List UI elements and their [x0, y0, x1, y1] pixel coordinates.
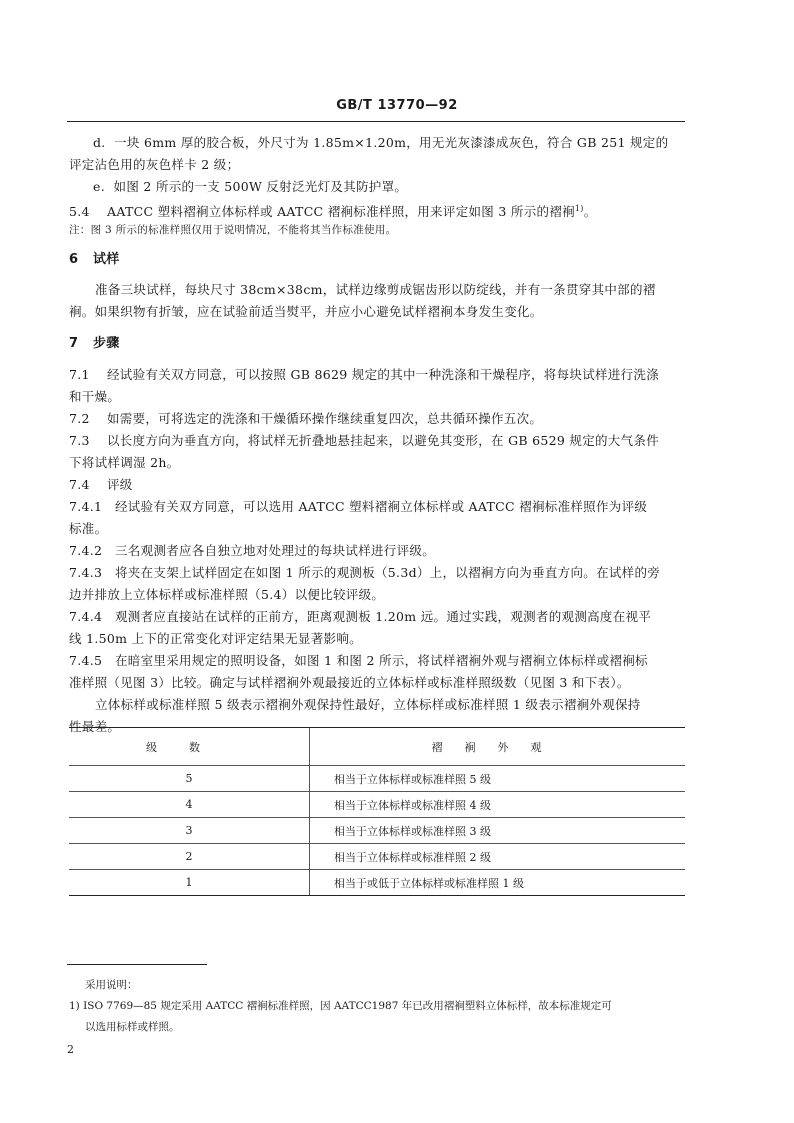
table-header-grade: 级数	[69, 728, 310, 765]
section-7-number: 7	[69, 336, 79, 351]
footnote-line-2: 以选用标样或样照。	[85, 1021, 180, 1033]
clause-7-4-4-text: 观测者应直接站在试样的正前方，距离观测板 1.20m 远。通过实践，观测者的观测高度在视平	[115, 609, 652, 624]
table-row	[69, 869, 685, 895]
clause-7-4-4-cont: 线 1.50m 上下的正常变化对评定结果无显著影响。	[69, 631, 362, 646]
clause-7-4-number: 7.4	[69, 477, 90, 492]
grade-paragraph-cont: 性最差。	[69, 719, 121, 734]
clause-7-4-1-text: 经试验有关双方同意，可以选用 AATCC 塑料褶裥立体标样或 AATCC 褶裥标准样照作为评级	[115, 499, 648, 514]
table-row	[69, 765, 685, 791]
table-cell-desc: 相当于立体标样或标准样照 4 级	[334, 798, 491, 812]
clause-7-4-5-cont: 准样照（见图 3）比较。确定与试样褶裥外观最接近的立体标样或标准样照级数（见图 3 和下表）。	[69, 675, 630, 690]
clause-5-4-end: 。	[583, 204, 597, 220]
section-6-title: 试样	[93, 252, 120, 267]
table-row	[69, 817, 685, 843]
clause-7-4-3-text: 将夹在支架上试样固定在如图 1 所示的观测板（5.3d）上，以褶裥方向为垂直方向。在试样的旁	[115, 565, 661, 580]
note: 注：图 3 所示的标准样照仅用于说明情况，不能将其当作标准使用。	[69, 224, 397, 236]
clause-7-2	[69, 408, 685, 430]
section-7-heading	[69, 333, 685, 355]
clause-7-4-2-number: 7.4.2	[69, 543, 103, 558]
item-e	[69, 176, 685, 198]
clause-7-1-number: 7.1	[69, 367, 90, 382]
clause-7-4-3	[69, 562, 685, 584]
table-cell-grade: 2	[69, 844, 310, 869]
table-row	[69, 791, 685, 817]
clause-5-4-number: 5.4	[69, 204, 90, 220]
clause-7-4-5-text: 在暗室里采用规定的照明设备，如图 1 和图 2 所示，将试样褶裥外观与褶裥立体标样或褶裥标	[115, 653, 648, 668]
table-cell-desc: 相当于立体标样或标准样照 5 级	[334, 772, 491, 786]
page-number: 2	[67, 1043, 74, 1056]
footnote-rule	[67, 964, 207, 965]
clause-7-4-1-cont: 标准。	[69, 521, 108, 536]
header-rule	[67, 121, 685, 122]
table-cell-grade: 4	[69, 792, 310, 817]
clause-7-4-1	[69, 496, 685, 518]
clause-7-4-text: 评级	[107, 477, 133, 492]
table-row	[69, 843, 685, 869]
section-6-heading	[69, 249, 685, 271]
clause-7-3-number: 7.3	[69, 433, 90, 448]
table-cell-grade: 3	[69, 818, 310, 843]
clause-7-4-4	[69, 606, 685, 628]
grade-table	[69, 727, 685, 896]
item-d-text: 一块 6mm 厚的胶合板，外尺寸为 1.85m×1.20m，用无光灰漆漆成灰色，符合 GB 251 规定的	[114, 135, 669, 150]
document-header: GB/T 13770—92	[336, 98, 458, 113]
item-e-mark: e.	[93, 179, 105, 194]
section-6-number: 6	[69, 252, 79, 267]
clause-7-3	[69, 430, 685, 452]
clause-7-3-text: 以长度方向为垂直方向，将试样无折叠地悬挂起来，以避免其变形，在 GB 6529 规定的大气条件	[107, 433, 660, 448]
clause-7-3-cont: 下将试样调湿 2h。	[69, 455, 180, 470]
clause-7-1-cont: 和干燥。	[69, 389, 121, 404]
table-header-appearance: 褶裥外观	[431, 740, 564, 754]
clause-7-4-2-text: 三名观测者应各自独立地对处理过的每块试样进行评级。	[115, 543, 436, 558]
clause-5-4-text: AATCC 塑料褶裥立体标样或 AATCC 褶裥标准样照，用来评定如图 3 所示的褶裥	[107, 204, 575, 220]
clause-7-1	[69, 364, 685, 386]
clause-7-1-text: 经试验有关双方同意，可以按照 GB 8629 规定的其中一种洗涤和干燥程序，将每块试样进行洗涤	[107, 367, 660, 382]
item-e-text: 如图 2 所示的一支 500W 反射泛光灯及其防护罩。	[113, 179, 408, 194]
clause-7-4-1-number: 7.4.1	[69, 499, 103, 514]
section-6-text: 准备三块试样，每块尺寸 38cm×38cm，试样边缘剪成锯齿形以防绽线，并有一条贯穿其中部的褶	[95, 282, 656, 297]
clause-7-4-4-number: 7.4.4	[69, 609, 103, 624]
section-7-title: 步骤	[93, 336, 120, 351]
clause-7-4-3-cont: 边并排放上立体标样或标准样照（5.4）以便比较评级。	[69, 587, 385, 602]
section-6-text-cont: 裥。如果织物有折皱，应在试验前适当熨平，并应小心避免试样褶裥本身发生变化。	[69, 304, 543, 319]
clause-7-2-number: 7.2	[69, 411, 90, 426]
footnote-title: 采用说明：	[85, 979, 138, 991]
table-cell-desc: 相当于立体标样或标准样照 2 级	[334, 850, 491, 864]
clause-7-2-text: 如需要，可将选定的洗涤和干燥循环操作继续重复四次，总共循环操作五次。	[107, 411, 543, 426]
clause-7-4-2	[69, 540, 685, 562]
item-d-mark: d.	[93, 135, 106, 150]
item-d	[69, 132, 685, 154]
item-d-cont: 评定沾色用的灰色样卡 2 级；	[69, 157, 240, 172]
clause-7-4	[69, 474, 685, 496]
table-header-row	[69, 728, 685, 765]
table-cell-grade: 1	[69, 870, 310, 895]
grade-paragraph: 立体标样或标准样照 5 级表示褶裥外观保持性最好，立体标样或标准样照 1 级表示褶裥外观保持	[95, 697, 641, 712]
table-cell-grade: 5	[69, 766, 310, 791]
table-cell-desc: 相当于立体标样或标准样照 3 级	[334, 824, 491, 838]
table-cell-desc: 相当于或低于立体标样或标准样照 1 级	[334, 876, 524, 890]
clause-7-4-5-number: 7.4.5	[69, 653, 103, 668]
clause-7-4-3-number: 7.4.3	[69, 565, 103, 580]
clause-7-4-5	[69, 650, 685, 672]
footnote-line-1: 1) ISO 7769—85 规定采用 AATCC 褶裥标准样照，因 AATCC1987 年已改用褶裥塑料立体标样，故本标准规定可	[69, 1000, 612, 1012]
footnote-ref: 1)	[574, 204, 584, 213]
